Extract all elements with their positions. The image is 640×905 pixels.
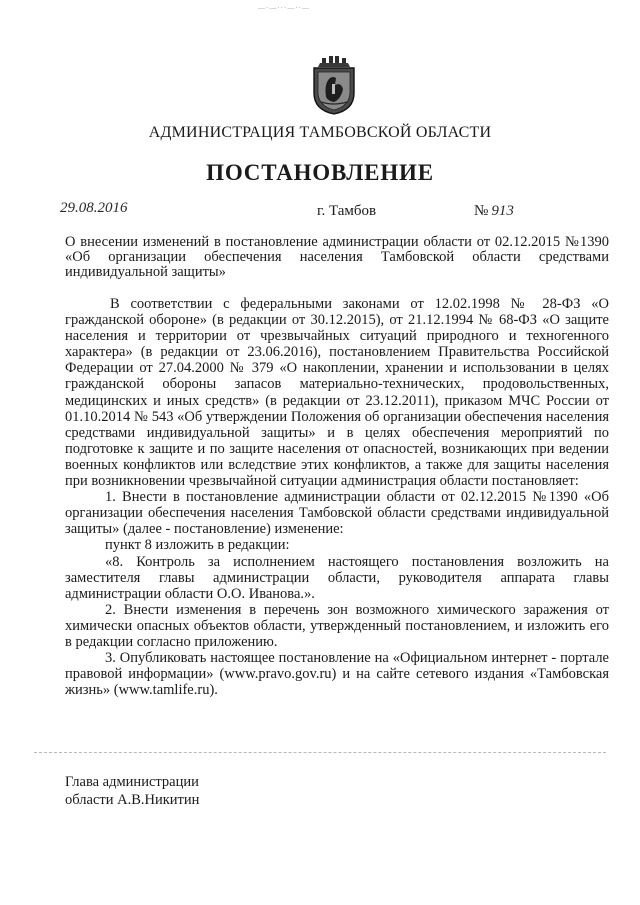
document-date: 29.08.2016 <box>60 200 128 216</box>
number-value: 913 <box>491 203 514 219</box>
item-3-paragraph: 3. Опубликовать настоящее постановление на «Официальном интернет - портале правовой информации» (www.pravo.gov.ru) и на сайте сетевого издания «Тамбовская жизнь» (www.tamlife.ru). <box>65 650 609 699</box>
agency-name: АДМИНИСТРАЦИЯ ТАМБОВСКОЙ ОБЛАСТИ <box>148 124 492 141</box>
item-1-paragraph: 1. Внести в постановление администрации области от 02.12.2015 №1390 «Об организации обеспечения населения Тамбовской области средствами индивидуальной защиты» (далее - постановление) изменение: <box>65 489 609 538</box>
document-city: г. Тамбов <box>317 203 377 219</box>
document-title: ПОСТАНОВЛЕНИЕ <box>206 160 434 185</box>
item-1-point-8: пункт 8 изложить в редакции: <box>105 537 290 554</box>
signature-block <box>65 773 199 809</box>
item-1-point-8-text: «8. Контроль за исполнением настоящего постановления возложить на заместителя главы администрации области, руководителя аппарата главы администрации области О.О. Иванова.». <box>65 553 609 602</box>
coat-of-arms-emblem <box>311 55 357 115</box>
signature-name: области А.В.Никитин <box>65 792 200 808</box>
document-subject: О внесении изменений в постановление администрации области от 02.12.2015 №1390 «Об организации обеспечения населения Тамбовской области средствами индивидуальной защиты» <box>65 234 609 280</box>
document-number <box>474 203 514 220</box>
item-2-paragraph: 2. Внести изменения в перечень зон возможного химического заражения от химически опасных объектов области, утвержденный постановлением, и изложить его в редакции согласно приложению. <box>65 601 609 650</box>
preamble-paragraph: В соответствии с федеральными законами от 12.02.1998 № 28-ФЗ «О гражданской обороне» (в редакции от 30.12.2015), от 21.12.1994 № 68-ФЗ «О защите населения и территории от чрезвычайных ситуаций природного и техногенного характера» (в редакции от 23.06.2016), постановлением Правительства Российской Федерации от 27.04.2000 № 379 «О накоплении, хранении и использовании в целях гражданской обороны запасов материально-технических, продовольственных, медицинских и иных средств» (в редакции от 23.12.2011), приказом МЧС России от 01.10.2014 № 543 «Об утверждении Положения об организации обеспечения населения средствами индивидуальной защиты» и в целях обеспечения мероприятий по подготовке к защите и по защите населения от опасностей, возникающих при ведении военных конфликтов или вследствие этих конфликтов, а также для защиты населения при возникновении чрезвычайной ситуации администрация области постановляет: <box>65 296 609 490</box>
document-body <box>65 296 609 698</box>
number-prefix: № <box>474 203 489 219</box>
scan-cut-line <box>34 752 606 753</box>
signature-title: Глава администрации <box>65 774 199 790</box>
scan-top-mark: —·—···—··— <box>258 4 310 12</box>
